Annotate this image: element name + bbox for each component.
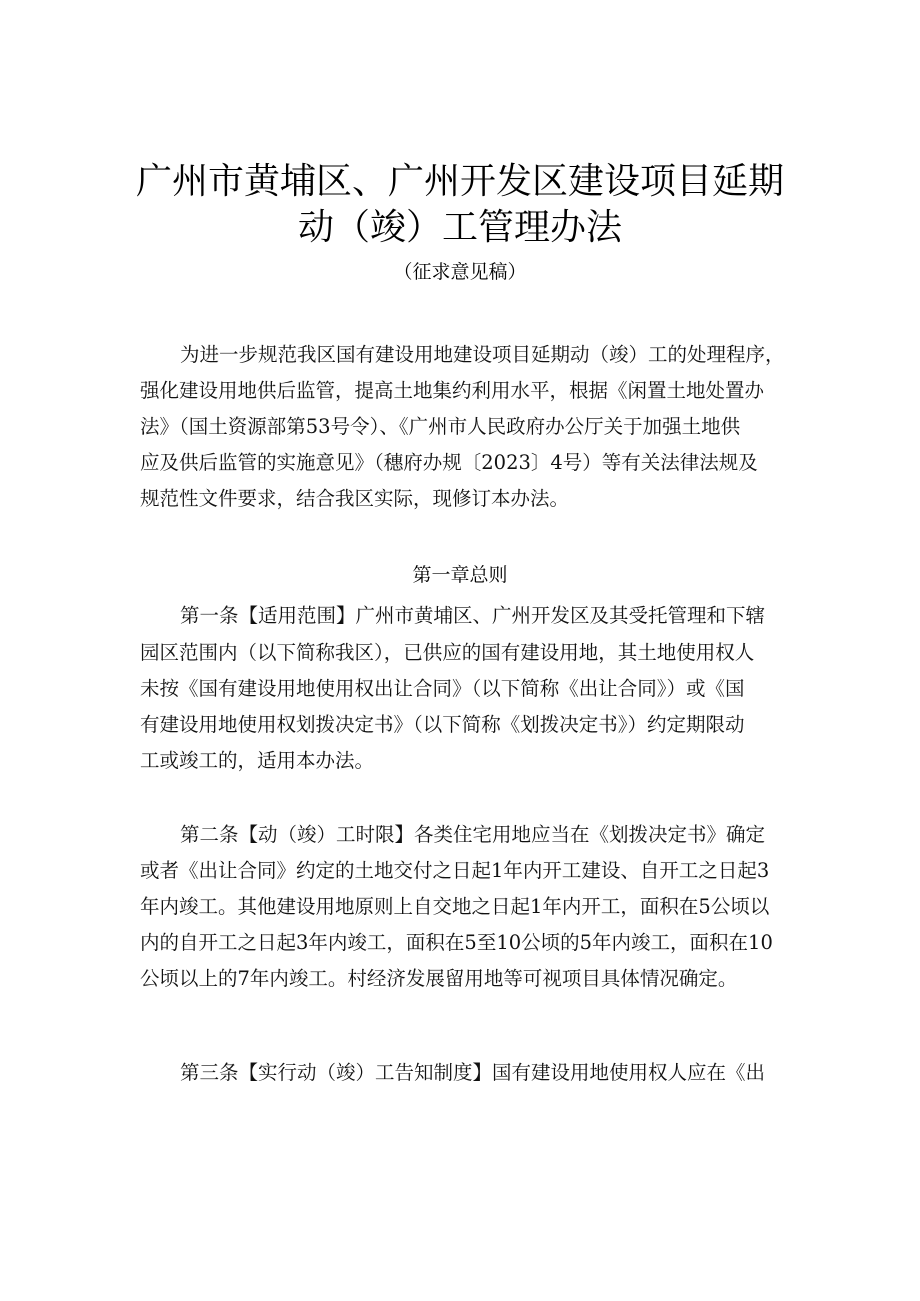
article-2-line: 公顷以上的7年内竣工。村经济发展留用地等可视项目具体情况确定。 [140,967,738,990]
intro-line: 为进一步规范我区国有建设用地建设项目延期动（竣）工的处理程序， [180,343,785,366]
article-1-line: 未按《国有建设用地使用权出让合同》（以下简称《出让合同》）或《国 [140,677,745,700]
article-2-line: 内的自开工之日起3年内竣工，面积在5至10公顷的5年内竣工，面积在10 [140,931,773,954]
article-1-line: 有建设用地使用权划拨决定书》（以下简称《划拨决定书》）约定期限动 [140,713,745,736]
intro-line: 规范性文件要求，结合我区实际，现修订本办法。 [140,487,570,510]
article-2-line: 第二条【动（竣）工时限】各类住宅用地应当在《划拨决定书》确定 [180,823,766,846]
intro-line: 应及供后监管的实施意见》（穗府办规〔2023〕4号）等有关法律法规及 [140,451,758,474]
article-2-line: 年内竣工。其他建设用地原则上自交地之日起1年内开工，面积在5公顷以 [140,895,770,918]
intro-line: 法》（国土资源部第53号令）、《广州市人民政府办公厅关于加强土地供 [140,415,741,438]
intro-line: 强化建设用地供后监管，提高土地集约利用水平，根据《闲置土地处置办 [140,379,765,402]
document-title-line-1: 广州市黄埔区、广州开发区建设项目延期 [135,161,784,202]
chapter-heading: 第一章总则 [412,564,508,586]
document-title-line-2: 动（竣）工管理办法 [297,207,622,248]
article-2-line: 或者《出让合同》约定的土地交付之日起1年内开工建设、自开工之日起3 [140,859,770,882]
document-subtitle: （征求意见稿） [393,261,527,283]
article-3-line: 第三条【实行动（竣）工告知制度】国有建设用地使用权人应在《出 [180,1061,766,1084]
article-1-line: 工或竣工的，适用本办法。 [140,749,375,772]
article-1-line: 园区范围内（以下简称我区），已供应的国有建设用地，其土地使用权人 [140,641,755,664]
article-1-line: 第一条【适用范围】广州市黄埔区、广州开发区及其受托管理和下辖 [180,604,766,627]
